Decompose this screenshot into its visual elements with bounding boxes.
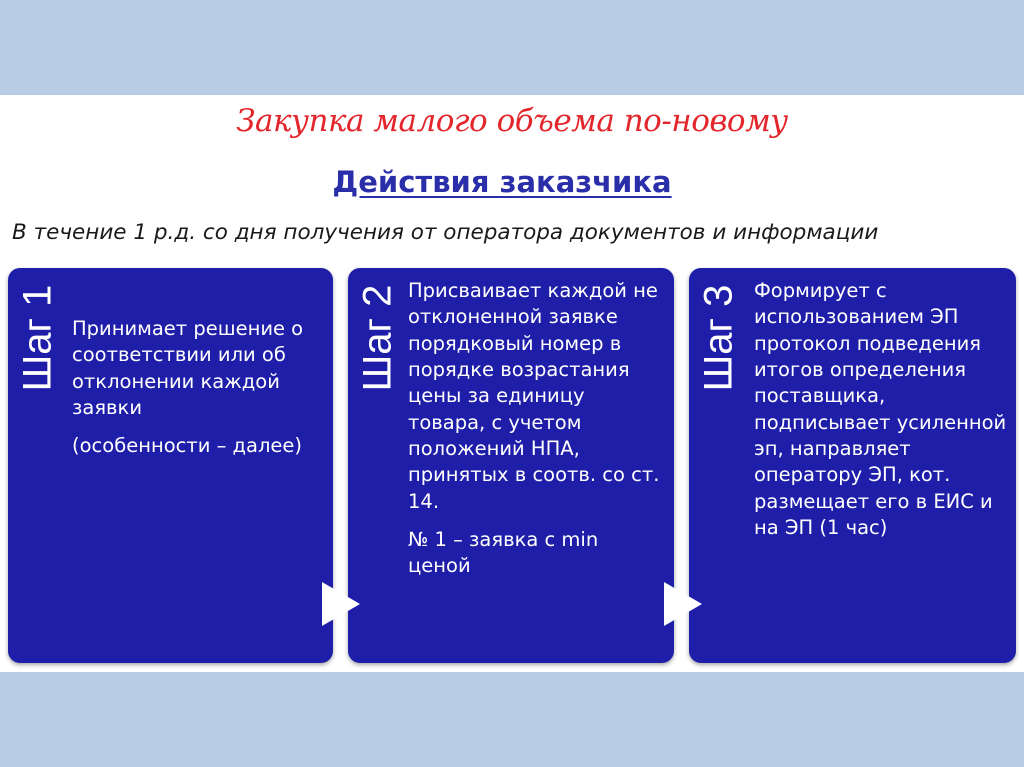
step-label-2: Шаг 2	[355, 284, 400, 392]
step-label-container-3	[689, 268, 749, 408]
step-text-block-1	[72, 316, 322, 460]
step-text-block-3	[754, 278, 1009, 541]
step-description-1: Принимает решение о соответствии или об отклонении каждой заявки	[72, 317, 304, 419]
arrow-right-icon	[664, 582, 702, 626]
intro-text: В течение 1 р.д. со дня получения от оператора документов и информации	[12, 220, 879, 245]
step-description-3: Формирует с использованием ЭП протокол подведения итогов определения поставщика, подписывает усиленной эп, направляет оператору ЭП, кот. размещает его в ЕИС и на ЭП (1 час)	[754, 279, 1007, 539]
step-card-2	[348, 268, 674, 663]
step-description-2: Присваивает каждой не отклоненной заявке порядковый номер в порядке возрастания цены за единицу товара, с учетом положений НПА, принятых в соотв. со ст. 14.	[408, 279, 660, 513]
slide-subtitle: Действия заказчика	[332, 165, 672, 199]
step-label-3: Шаг 3	[696, 284, 741, 392]
arrow-right-icon	[322, 582, 360, 626]
step-note-1: (особенности – далее)	[72, 434, 303, 458]
step-card-1	[8, 268, 333, 663]
step-note-2: № 1 – заявка с min ценой	[408, 527, 599, 578]
step-label-container-1	[8, 268, 68, 408]
step-label-container-2	[348, 268, 408, 408]
step-card-3	[689, 268, 1016, 663]
step-text-block-2	[408, 278, 663, 579]
slide-title: Закупка малого объема по-новому	[236, 103, 788, 139]
step-label-1: Шаг 1	[15, 284, 60, 392]
